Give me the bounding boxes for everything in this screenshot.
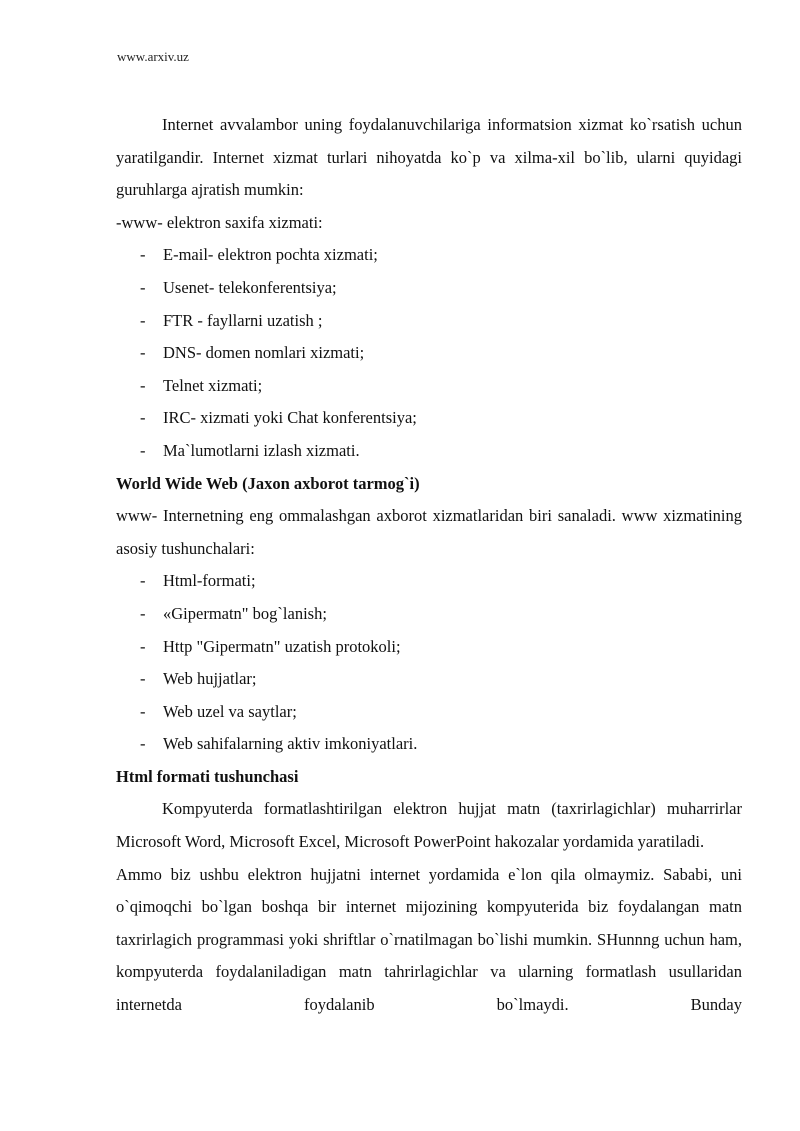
list-item-text: «Gipermatn" bog`lanish; [163, 603, 327, 623]
list-item-text: Usenet- telekonferentsiya; [163, 277, 337, 297]
www-concepts-list [116, 565, 742, 761]
list-item-text: DNS- domen nomlari xizmati; [163, 343, 365, 363]
list-item [116, 435, 742, 468]
dash-marker: - [140, 277, 146, 297]
list-item [116, 370, 742, 403]
html-paragraph-2: Ammo biz ushbu elektron hujjatni internet yordamida e`lon qila olmaymiz. Sababi, uni o`qimoqchi bo`lgan boshqa bir internet mijozining kompyuterida biz foydalangan matn taxrirlagich programmasi yoki shriftlar o`rnatilmagan bo`lishi mumkin. SHunnng uchun ham, kompyuterda foydalaniladigan matn tahrirlagichlar va ularning formatlash usullaridan internetda foydalanib bo`lmaydi. Bunday [116, 864, 742, 1015]
site-header: www.arxiv.uz [117, 49, 189, 64]
list-item [116, 631, 742, 664]
list-item [116, 696, 742, 729]
list-item-text: Html-formati; [163, 571, 256, 591]
dash-marker: - [140, 375, 146, 395]
list-item [116, 305, 742, 338]
dash-marker: - [140, 440, 146, 460]
www-section-paragraph: www- Internetning eng ommalashgan axborot xizmatlaridan biri sanaladi. www xizmatining asosiy tushunchalari: [116, 506, 742, 558]
list-item-text: Web sahifalarning aktiv imkoniyatlari. [163, 734, 418, 754]
list-item [116, 272, 742, 305]
dash-marker: - [140, 603, 146, 623]
list-item-text: Telnet xizmati; [163, 375, 263, 395]
dash-marker: - [140, 669, 146, 689]
list-item [116, 663, 742, 696]
document-body [116, 109, 742, 1054]
dash-marker: - [140, 408, 146, 428]
list-item-text: Http "Gipermatn" uzatish protokoli; [163, 636, 401, 656]
list-item-text: IRC- xizmati yoki Chat konferentsiya; [163, 408, 417, 428]
dash-marker: - [140, 701, 146, 721]
list-item [116, 402, 742, 435]
list-item-text: Web uzel va saytlar; [163, 701, 297, 721]
list-item [116, 239, 742, 272]
html-section-heading: Html formati tushunchasi [116, 766, 299, 786]
list-item-text: Web hujjatlar; [163, 669, 257, 689]
services-list [116, 239, 742, 467]
list-item [116, 598, 742, 631]
html-paragraph-1: Kompyuterda formatlashtirilgan elektron hujjat matn (taxrirlagichlar) muharrirlar Microsoft Word, Microsoft Excel, Microsoft PowerPoint hakozalar yordamida yaratiladi. [116, 799, 742, 852]
dash-marker: - [140, 636, 146, 656]
dash-marker: - [140, 343, 146, 363]
list-item-text: E-mail- elektron pochta xizmati; [163, 245, 378, 265]
list-item-text: FTR - fayllarni uzatish ; [163, 310, 323, 330]
www-section-heading: World Wide Web (Jaxon axborot tarmog`i) [116, 473, 420, 493]
dash-marker: - [140, 734, 146, 754]
list-item [116, 565, 742, 598]
dash-marker: - [140, 310, 146, 330]
www-service-line: -www- elektron saxifa xizmati: [116, 212, 323, 232]
list-item [116, 728, 742, 761]
list-item-text: Ma`lumotlarni izlash xizmati. [163, 440, 360, 460]
list-item [116, 337, 742, 370]
dash-marker: - [140, 245, 146, 265]
intro-paragraph: Internet avvalambor uning foydalanuvchilariga informatsion xizmat ko`rsatish uchun yaratilgandir. Internet xizmat turlari nihoyatda ko`p va xilma-xil bo`lib, ularni quyidagi guruhlarga ajratish mumkin: [116, 115, 742, 200]
dash-marker: - [140, 571, 146, 591]
